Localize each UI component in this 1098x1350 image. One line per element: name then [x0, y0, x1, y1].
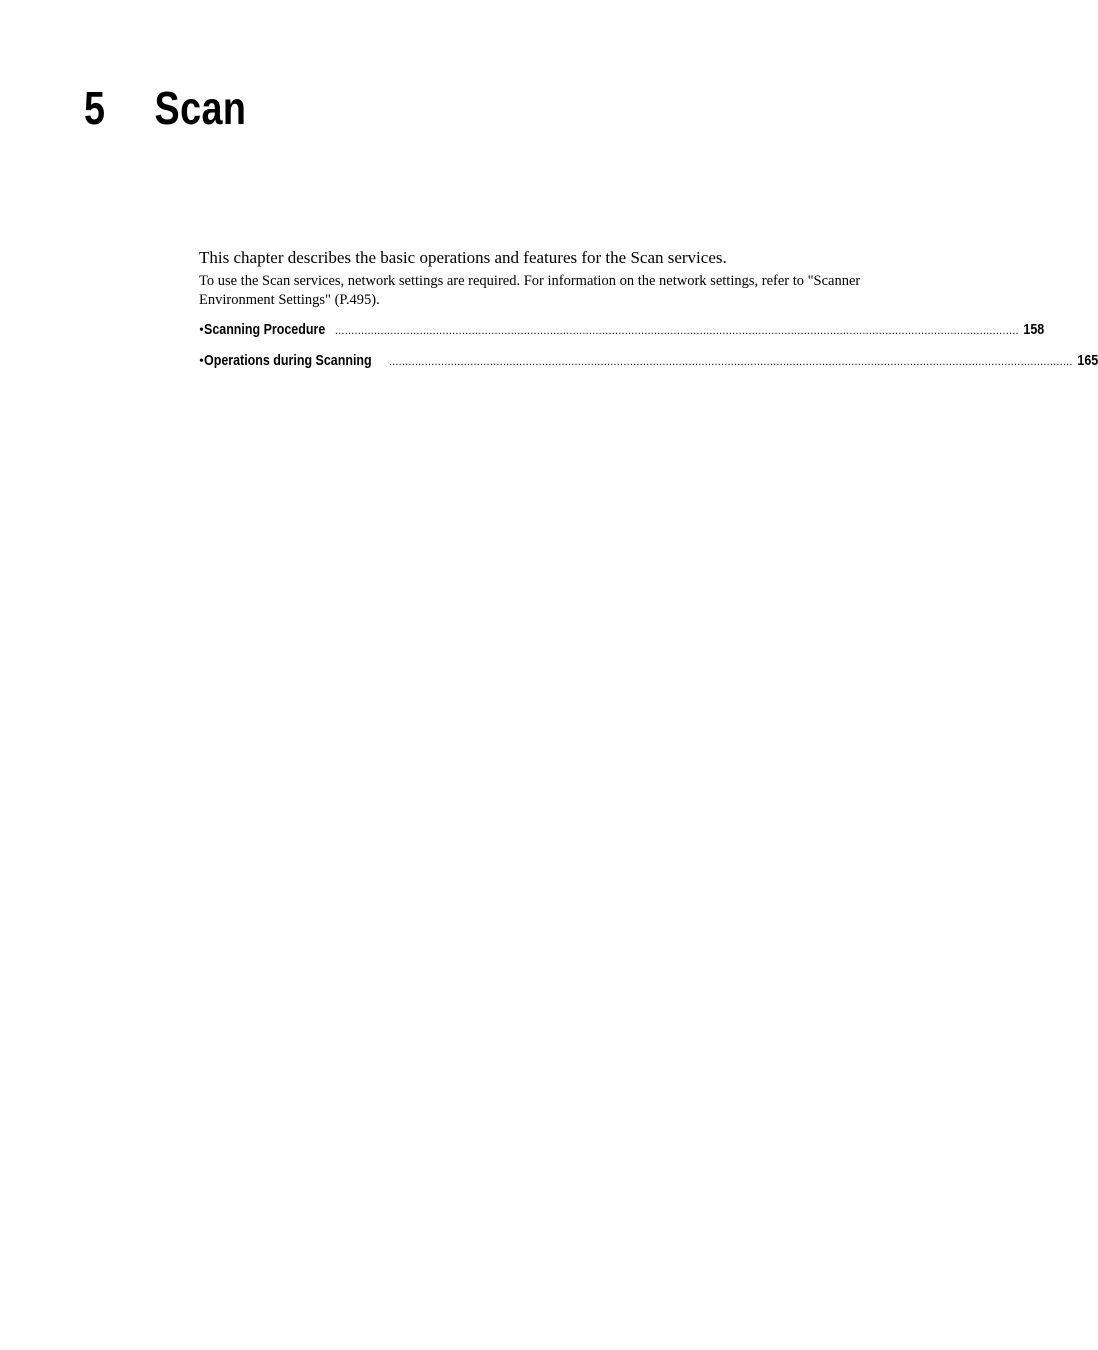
chapter-intro: This chapter describes the basic operations and features for the Scan services. [199, 248, 727, 267]
toc-dot-leader: .................................................................................................................................................................................................................. [388, 356, 1073, 368]
bullet-icon: • [199, 323, 204, 338]
toc-item-scanning-procedure[interactable] [199, 320, 1044, 340]
chapter-title: Scan [154, 82, 247, 134]
toc-entry [204, 320, 1044, 341]
toc-page-number[interactable]: 158 [1023, 322, 1044, 338]
toc-dot-leader: .................................................................................................................................................................................................................. [334, 325, 1019, 337]
chapter-note: To use the Scan services, network settings are required. For information on the network settings, refer to "Scanner Environment Settings" (P.495). [199, 273, 861, 308]
toc-entry [204, 351, 1098, 372]
bullet-icon: • [199, 354, 204, 369]
chapter-toc [199, 320, 1098, 382]
chapter-number: 5 [84, 82, 105, 134]
toc-item-operations-during-scanning[interactable] [199, 351, 1098, 371]
chapter-heading [84, 78, 246, 138]
toc-page-number[interactable]: 165 [1077, 353, 1098, 369]
toc-link-label[interactable]: Operations during Scanning [203, 353, 372, 369]
toc-link-label[interactable]: Scanning Procedure [203, 322, 326, 338]
